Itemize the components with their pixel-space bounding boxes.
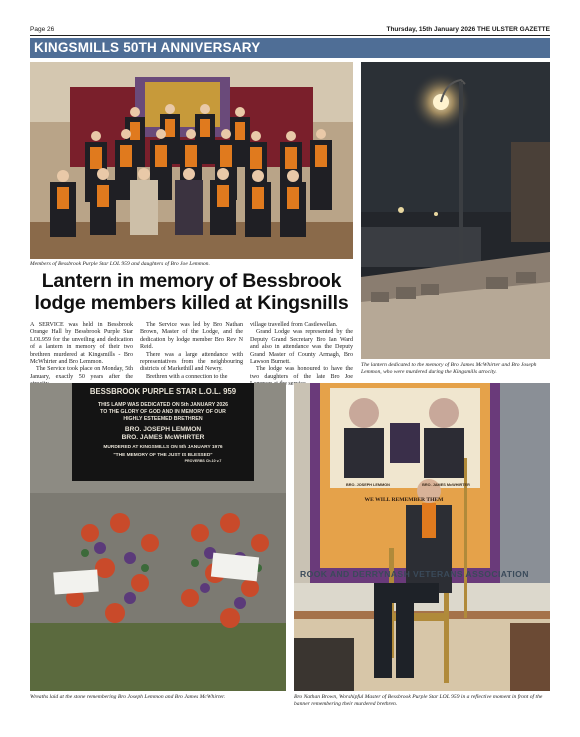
wreaths-photo-caption: Wreaths laid at the stone remembering Bro Joseph Lemmon and Bro James McWhirter. — [30, 694, 226, 700]
col2-paragraph-1: The Service was led by Bro Nathan Brown, Master of the Lodge, and the dedication by lodge member Bro Rev N Reid. — [140, 322, 243, 351]
banner-photo — [294, 383, 550, 691]
wreaths-photo — [30, 383, 286, 691]
header-rule — [30, 35, 550, 36]
lantern-photo-caption: The lantern dedicated to the memory of Bro James McWhirter and Bro Joseph Lemmon, who were murdered during the Kingsmills atrocity. — [361, 362, 537, 375]
banner-name-left: BRO. JOSEPH LEMMON — [346, 483, 390, 487]
article-column-1 — [30, 322, 133, 389]
col3-paragraph-1: village travelled from Castlewellan. — [250, 322, 338, 328]
col1-paragraph-1: A SERVICE was held in Bessbrook Orange Hall by Bessbrook Purple Star LOL959 for the unveiling and dedication of a lantern in memory of their two brethren murdered at Kingsmills - Bro McWhirter and Bro Lemmon. — [30, 322, 133, 366]
plaque-line-1: BESSBROOK PURPLE STAR L.O.L. 959 — [89, 387, 237, 396]
article-headline: Lantern in memory of Bessbrook lodge members killed at Kingsnills — [34, 270, 349, 314]
col2-paragraph-3: Brethren with a connection to the — [146, 373, 228, 380]
page-number: Page 26 — [30, 26, 55, 33]
plaque-line-7: MURDERED AT KINGSMILLS ON 5th JANUARY 1976 — [103, 445, 223, 450]
plaque-line-8: "THE MEMORY OF THE JUST IS BLESSED" — [113, 453, 213, 458]
lantern-photo-image — [361, 62, 550, 359]
col1-paragraph-2: The Service took place on Monday, 5th January, exactly 50 years after the — [30, 366, 133, 380]
col3-paragraph-2: Grand Lodge was represented by the Deputy Grand Secretary Bro Ian Ward and also in attendance was the Deputy Grand Master of County Armagh, Bro Lawson Burnett. — [250, 329, 353, 366]
col3-paragraph-3: The lodge was honoured to have the two daughters of the late Bro Joe — [250, 366, 353, 380]
plaque-line-6: BRO. JAMES McWHIRTER — [121, 434, 205, 441]
banner-footer-text: ROOK AND DERRYNASH VETERANS ASSOCIATION — [300, 569, 529, 579]
lantern-photo — [361, 62, 550, 359]
group-photo-image — [30, 62, 353, 259]
banner-slogan: WE WILL REMEMBER THEM — [364, 497, 444, 503]
banner-name-right: BRO. JAMES McWHIRTER — [422, 483, 470, 487]
section-title: KINGSMILLS 50TH ANNIVERSARY — [34, 40, 261, 55]
group-photo — [30, 62, 353, 259]
article-column-2 — [140, 322, 243, 381]
plaque-line-2: THIS LAMP WAS DEDICATED ON 5th JANUARY 2026 — [97, 402, 229, 408]
date-and-paper-name: Thursday, 15th January 2026 THE ULSTER GAZETTE — [386, 26, 550, 33]
plaque-line-9: PROVERBS Ch.10 v.7 — [184, 459, 222, 463]
group-photo-caption: Members of Bessbrook Purple Star LOL 959 and daughters of Bro Joe Lemmon. — [30, 261, 210, 267]
article-column-3 — [250, 322, 353, 389]
col2-paragraph-2: There was a large attendance with representatives from the neighbouring districts of Markethill and Newry. — [140, 351, 243, 373]
plaque-line-4: HIGHLY ESTEEMED BRETHREN — [123, 416, 203, 422]
plaque-line-3: TO THE GLORY OF GOD AND IN MEMORY OF OUR — [100, 409, 226, 415]
section-banner — [30, 38, 550, 58]
plaque-line-5: BRO. JOSEPH LEMMON — [124, 426, 202, 433]
memorial-plaque — [72, 385, 254, 479]
banner-photo-image — [294, 383, 550, 691]
banner-photo-caption: Bro Nathan Brown, Worshipful Master of Bessbrook Purple Star LOL 959 in a reflective moment in front of the banner remembering their murdered brethren. — [294, 694, 543, 707]
